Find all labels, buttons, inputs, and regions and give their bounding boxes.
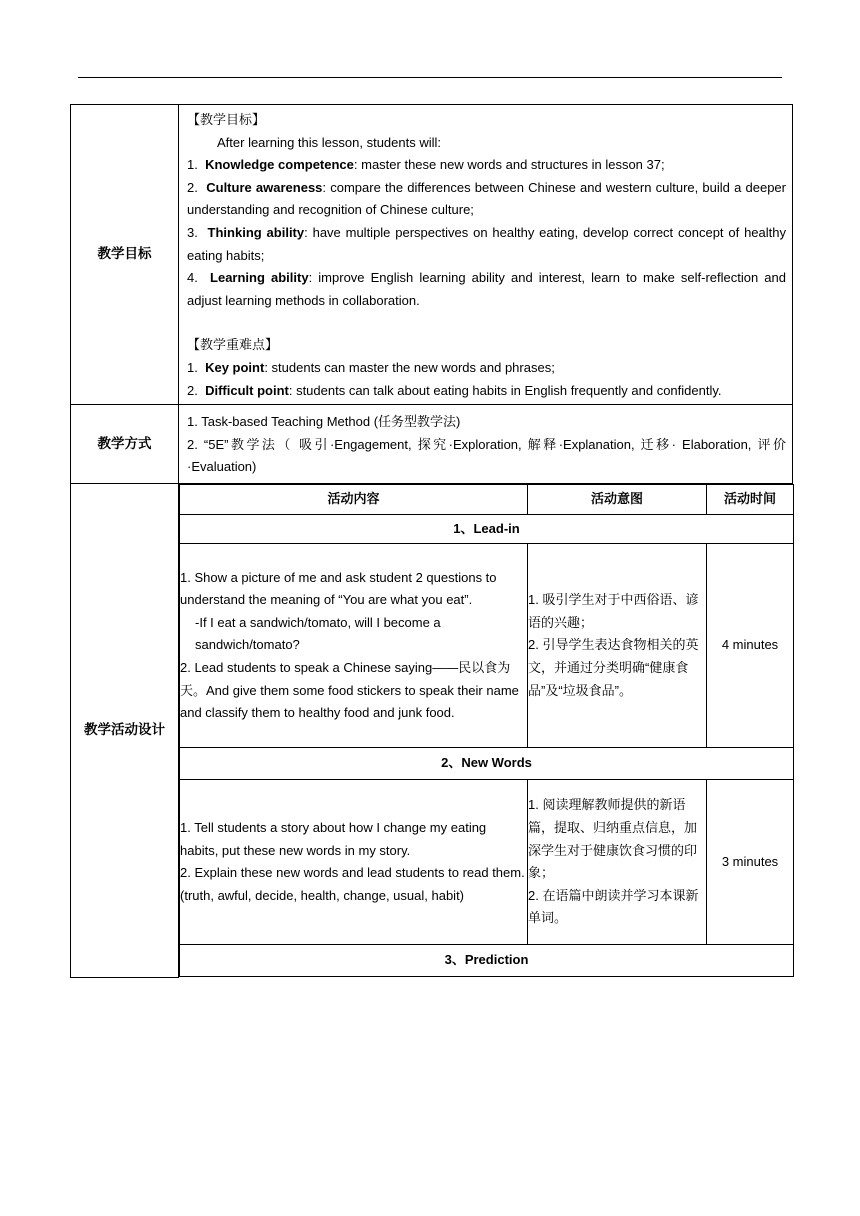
objective-item: 1. Knowledge competence: master these new words and structures in lesson 37; (187, 157, 665, 173)
section-title-row (180, 748, 794, 780)
section-title: 3、Prediction (180, 945, 794, 977)
header-time: 活动时间 (707, 485, 794, 515)
methods-cell (179, 405, 793, 484)
activity-content: 1. Show a picture of me and ask student 2 questions to understand the meaning of “You are what you eat”. -If I eat a sandwich/tomato, will I become a sandwich/tomato? 2. Lead students to speak a Chinese saying——民以食为天。And give them some food stickers to speak their name and classify them to healthy food and junk food. (180, 544, 528, 748)
header-purpose: 活动意图 (528, 485, 707, 515)
objectives-cell (179, 105, 793, 405)
activity-row (180, 780, 794, 945)
header-content: 活动内容 (180, 485, 528, 515)
objectives-heading: 【教学目标】 (187, 112, 266, 127)
section-title: 2、New Words (180, 748, 794, 780)
lesson-plan-table (70, 104, 793, 978)
activities-row (71, 484, 793, 978)
objectives-row (71, 105, 793, 405)
objective-item: 2. Culture awareness: compare the differences between Chinese and western culture, build a deeper understanding and recognition of Chinese culture; (187, 179, 786, 218)
methods-label: 教学方式 (71, 405, 179, 484)
method-2: 2. “5E”教学法（ 吸引·Engagement, 探究·Exploration, 解释·Explanation, 迁移· Elaboration, 评价·Evaluation) (187, 436, 786, 475)
objective-item: 4. Learning ability: improve English learning ability and interest, learn to make self-reflection and adjust learning methods in collaboration. (187, 270, 786, 308)
activity-purpose: 1. 阅读理解教师提供的新语篇，提取、归纳重点信息，加深学生对于健康饮食习惯的印象； 2. 在语篇中朗读并学习本课新单词。 (528, 780, 707, 945)
activity-time: 3 minutes (707, 780, 794, 945)
method-1: 1. Task-based Teaching Method (任务型教学法) (187, 414, 461, 430)
section-title: 1、Lead-in (180, 515, 794, 544)
activity-row (180, 544, 794, 748)
header-rule (78, 77, 782, 78)
difficulty-heading: 【教学重难点】 (187, 337, 279, 353)
activity-purpose: 1. 吸引学生对于中西俗语、谚语的兴趣； 2. 引导学生表达食物相关的英文，并通过分类明确“健康食品”及“垃圾食品”。 (528, 544, 707, 748)
activity-content: 1. Tell students a story about how I change my eating habits, put these new words in my story. 2. Explain these new words and lead students to read them. (truth, awful, decide, health, change, usual, habit) (180, 780, 528, 945)
section-title-row (180, 515, 794, 544)
section-title-row (180, 945, 794, 977)
key-point: 1. Key point: students can master the new words and phrases; (187, 359, 555, 375)
methods-row (71, 405, 793, 484)
objectives-label: 教学目标 (71, 105, 179, 405)
activities-header-row (180, 485, 794, 515)
activities-cell (179, 484, 793, 978)
objectives-intro: After learning this lesson, students will: (217, 134, 441, 150)
activities-table (179, 484, 794, 977)
objective-item: 3. Thinking ability: have multiple perspectives on healthy eating, develop correct concept of healthy eating habits; (187, 224, 786, 263)
activity-time: 4 minutes (707, 544, 794, 748)
difficult-point: 2. Difficult point: students can talk about eating habits in English frequently and confidently. (187, 382, 722, 398)
activities-label: 教学活动设计 (71, 484, 179, 978)
